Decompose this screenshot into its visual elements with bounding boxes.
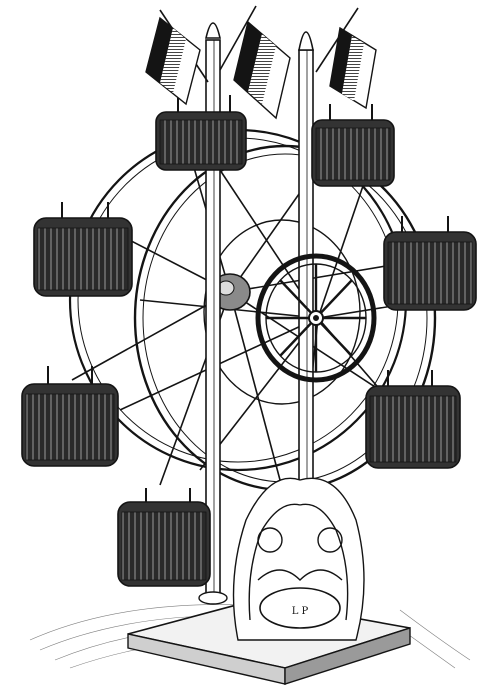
gondola-mid-left: [34, 202, 132, 296]
flag-left: [146, 10, 208, 104]
gondola-top-left: [156, 95, 246, 170]
flag-right: [316, 8, 376, 108]
gondola-top-right: [312, 104, 394, 186]
gondola-bottom: [118, 488, 210, 586]
crank-wheel: [258, 256, 374, 380]
gondola-low-left: [22, 366, 118, 466]
plaque-lettering: L P: [291, 606, 309, 617]
gondola-low-right: [366, 370, 460, 468]
gondola-mid-right: [384, 216, 476, 310]
